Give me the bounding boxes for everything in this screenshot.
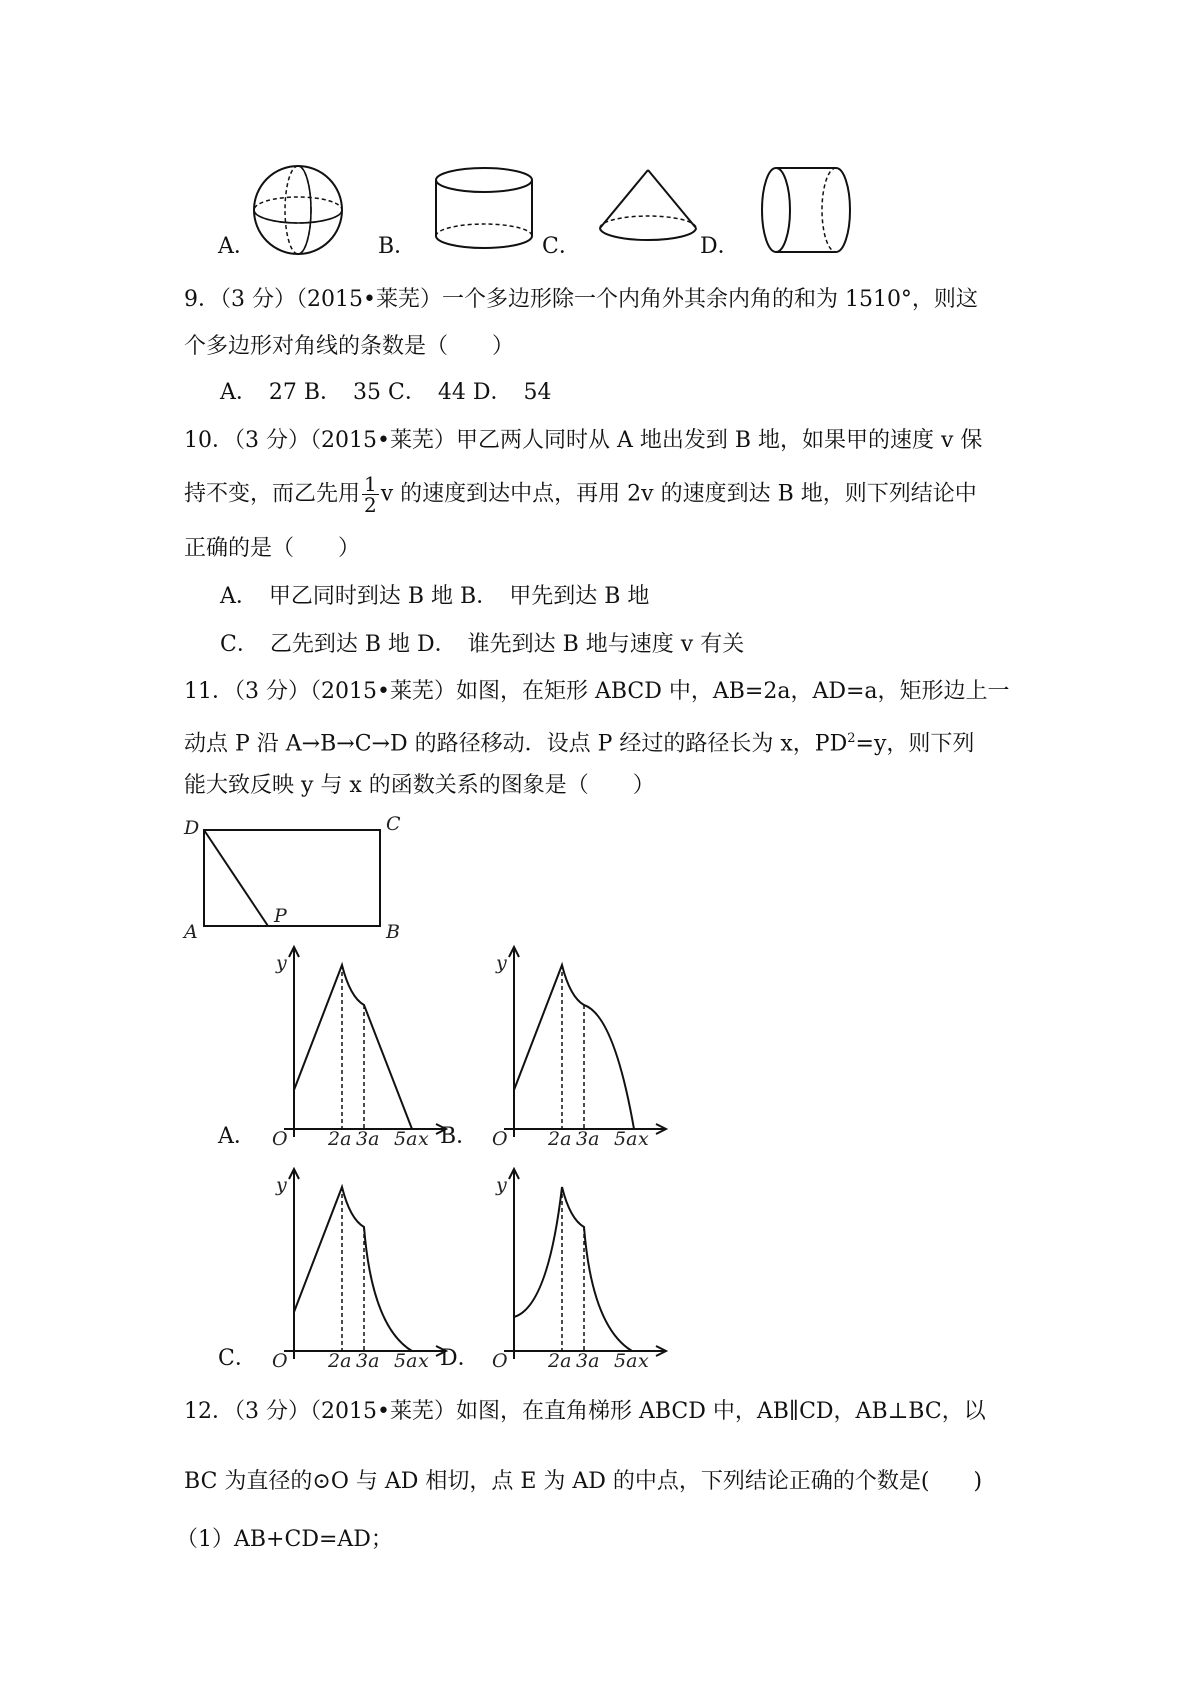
cone-icon	[596, 166, 700, 250]
q8-option-c-label: C．	[542, 234, 581, 259]
origin-label: O	[272, 1350, 288, 1372]
origin-label: O	[272, 1128, 288, 1150]
tick-3a-label: 3a	[576, 1350, 600, 1372]
tick-3a-label: 3a	[356, 1128, 380, 1150]
q11-graph-b-label: B．	[440, 1124, 479, 1149]
q12-line-1: 12．（3 分）（2015•莱芜）如图，在直角梯形 ABCD 中，AB∥CD，AB⊥BC，以	[184, 1399, 986, 1424]
sphere-icon	[248, 160, 348, 260]
cylinder-upright-icon	[432, 166, 536, 250]
q10-choices-row-1: A． 甲乙同时到达 B 地 B． 甲先到达 B 地	[220, 584, 650, 609]
x-axis-label: x	[638, 1350, 649, 1372]
q10-choices-row-2: C． 乙先到达 B 地 D． 谁先到达 B 地与速度 v 有关	[220, 632, 745, 657]
tick-5a-label: 5a	[394, 1128, 418, 1150]
q12-line-2: BC 为直径的⊙O 与 AD 相切，点 E 为 AD 的中点，下列结论正确的个数是( )	[184, 1469, 983, 1494]
x-axis-label: x	[418, 1350, 429, 1372]
q11-line-2-after: =y，则下列	[855, 731, 975, 757]
q10-line-3: 正确的是（ ）	[184, 536, 361, 561]
q10-line-1: 10．（3 分）（2015•莱芜）甲乙两人同时从 A 地出发到 B 地，如果甲的速度 v 保	[184, 428, 983, 453]
q8-option-a-label: A．	[218, 234, 256, 259]
y-axis-label: y	[276, 1174, 287, 1196]
tick-5a-label: 5a	[614, 1128, 638, 1150]
q11-graph-b	[490, 945, 690, 1150]
q9-line-2: 个多边形对角线的条数是（ ）	[184, 334, 515, 359]
q12-item-1: （1）AB+CD=AD；	[176, 1527, 393, 1552]
q11-graph-d	[490, 1167, 690, 1372]
tick-2a-label: 2a	[328, 1128, 352, 1150]
q10-frac-num: 1	[364, 472, 377, 496]
q11-graph-c	[270, 1167, 470, 1372]
tick-2a-label: 2a	[548, 1350, 572, 1372]
q11-graph-a	[270, 945, 470, 1150]
q11-line-2-before: 动点 P 沿 A→B→C→D 的路径移动．设点 P 经过的路径长为 x，PD	[184, 731, 848, 757]
tick-2a-label: 2a	[548, 1128, 572, 1150]
q10-fraction	[362, 474, 379, 515]
tick-2a-label: 2a	[328, 1350, 352, 1372]
q9-line-1: 9．（3 分）（2015•莱芜）一个多边形除一个内角外其余内角的和为 1510°，则这	[184, 287, 978, 312]
q10-line-2-before: 持不变，而乙先用	[184, 481, 361, 507]
vertex-a-label: A	[184, 921, 198, 943]
q8-option-b-label: B．	[378, 234, 417, 259]
tick-5a-label: 5a	[614, 1350, 638, 1372]
vertex-d-label: D	[184, 817, 200, 839]
q11-graph-c-label: C．	[218, 1346, 257, 1371]
q11-graph-a-label: A．	[218, 1124, 256, 1149]
y-axis-label: y	[496, 952, 507, 974]
q10-frac-den: 2	[364, 493, 377, 517]
cylinder-sideways-icon	[758, 164, 854, 256]
x-axis-label: x	[418, 1128, 429, 1150]
point-p-label: P	[274, 905, 287, 927]
y-axis-label: y	[496, 1174, 507, 1196]
q11-line-1: 11．（3 分）（2015•莱芜）如图，在矩形 ABCD 中，AB=2a，AD=a，矩形边上一	[184, 679, 1010, 704]
q11-line-3: 能大致反映 y 与 x 的函数关系的图象是（ ）	[184, 773, 655, 798]
q9-choices: A． 27 B． 35 C． 44 D． 54	[220, 380, 552, 405]
q11-line-2-sup: 2	[847, 731, 856, 746]
x-axis-label: x	[638, 1128, 649, 1150]
vertex-c-label: C	[386, 813, 401, 835]
q8-option-d-label: D．	[700, 234, 740, 259]
q11-rectangle-figure	[180, 810, 410, 943]
origin-label: O	[492, 1350, 508, 1372]
tick-3a-label: 3a	[576, 1128, 600, 1150]
q10-line-2	[184, 474, 977, 515]
y-axis-label: y	[276, 952, 287, 974]
q11-line-2	[184, 724, 974, 759]
vertex-b-label: B	[386, 921, 400, 943]
q11-graph-d-label: D．	[440, 1346, 480, 1371]
origin-label: O	[492, 1128, 508, 1150]
tick-3a-label: 3a	[356, 1350, 380, 1372]
q10-line-2-after: v 的速度到达中点，再用 2v 的速度到达 B 地，则下列结论中	[380, 481, 977, 507]
tick-5a-label: 5a	[394, 1350, 418, 1372]
